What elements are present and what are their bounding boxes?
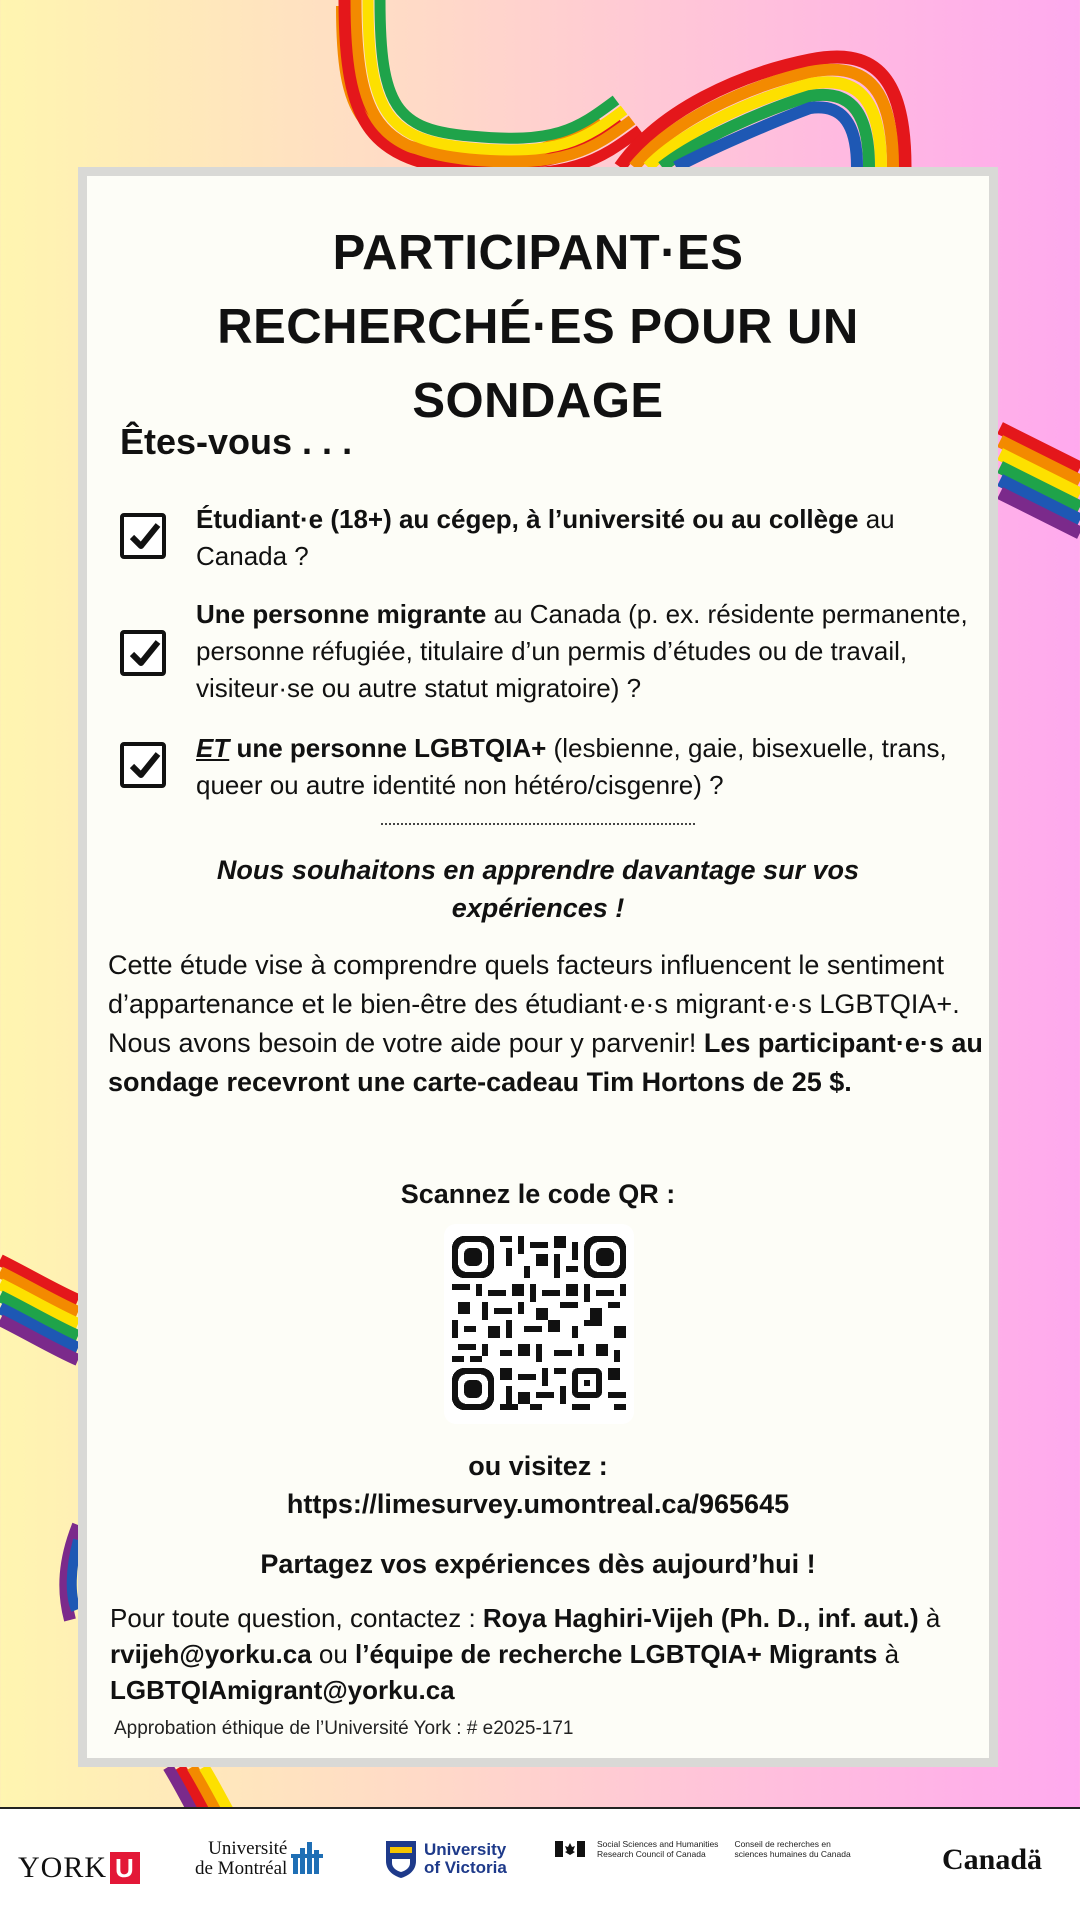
page-title (87, 216, 989, 438)
title-line: RECHERCHÉ·ES POUR UN (217, 300, 859, 354)
criterion-rest: (lesbienne, gaie, bisexuelle, trans, queer ou autre identité non hétéro/cisgenre) ? (196, 733, 947, 800)
uvic-logo-line: University (424, 1840, 507, 1859)
sshrc-french-line: sciences humaines du Canada (734, 1849, 851, 1859)
scan-label: Scannez le code QR : (400, 1179, 676, 1209)
sshrc-logo (555, 1839, 851, 1859)
flyer-card (78, 167, 998, 1767)
checkbox-checked-icon (120, 513, 166, 559)
york-university-logo (18, 1851, 140, 1885)
criterion-text (196, 501, 986, 575)
contact-text: Pour toute question, contactez : (110, 1603, 483, 1633)
criterion-bold: Une personne migrante (196, 599, 487, 629)
udem-logo-line: de Montréal (195, 1858, 288, 1879)
york-logo-text: YORK (18, 1851, 108, 1884)
criterion-et: ET (196, 733, 230, 763)
university-of-victoria-logo (384, 1839, 507, 1879)
criterion-bold: une personne LGBTQIA+ (229, 733, 547, 763)
wish-heading: Nous souhaitons en apprendre davantage sur vos expériences ! (216, 855, 860, 923)
criterion-text (196, 730, 986, 804)
contact-name: Roya Haghiri-Vijeh (Ph. D., inf. aut.) (482, 1603, 919, 1633)
canada-wordmark: Canadä (942, 1843, 1043, 1876)
title-line: PARTICIPANT·ES (332, 226, 744, 280)
checkbox-checked-icon (120, 630, 166, 676)
udem-logo-line: Université (208, 1838, 288, 1859)
uvic-crest-icon (384, 1839, 418, 1879)
criterion-bold: Étudiant·e (18+) au cégep, à l’université ou au collège (196, 504, 859, 534)
contact-email-link[interactable]: rvijeh@yorku.ca (110, 1639, 312, 1669)
qr-code-icon (452, 1236, 626, 1410)
ethics-approval: Approbation éthique de l’Université York : # e2025-171 (114, 1718, 574, 1739)
york-logo-u: U (110, 1852, 140, 1884)
dotted-divider (381, 823, 695, 825)
title-line: SONDAGE (412, 374, 664, 428)
visit-label: ou visitez : (468, 1451, 608, 1481)
sshrc-english-line: Social Sciences and Humanities (597, 1839, 719, 1849)
checkbox-checked-icon (120, 742, 166, 788)
canada-flag-icon (555, 1841, 585, 1857)
team-email-link[interactable]: LGBTQIAmigrant@yorku.ca (110, 1675, 455, 1705)
contact-text: à (918, 1603, 941, 1633)
survey-url-link[interactable]: https://limesurvey.umontreal.ca/965645 (286, 1489, 790, 1519)
contact-text: ou (311, 1639, 356, 1669)
criterion-text (196, 596, 986, 707)
description-text: Cette étude vise à comprendre quels facteurs influencent le sentiment d’appartenance et le bien-être des étudiant·e·s migrant·e·s LGBTQIA+. Nous avons besoin de votre aide pour y parvenir! (108, 950, 960, 1058)
contact-team: l’équipe de recherche LGBTQIA+ Migrants (355, 1639, 878, 1669)
sshrc-english-line: Research Council of Canada (597, 1849, 706, 1859)
universite-de-montreal-logo (195, 1839, 323, 1879)
gift-card-text: Les participant·e·s au sondage recevront une carte-cadeau Tim Hortons de 25 $. (108, 1028, 983, 1097)
visit-block (87, 1447, 989, 1523)
intro-question: Êtes-vous . . . (120, 421, 353, 462)
udem-emblem-icon (291, 1842, 323, 1876)
contact-text: à (877, 1639, 900, 1669)
uvic-logo-line: of Victoria (424, 1858, 507, 1877)
sshrc-french-line: Conseil de recherches en (734, 1839, 831, 1849)
qr-code[interactable] (444, 1224, 634, 1424)
contact-info (110, 1600, 970, 1708)
study-description (108, 946, 988, 1102)
criterion-rest: au Canada (p. ex. résidente permanente, personne réfugiée, titulaire d’un permis d’études ou de travail, visiteur·se ou autre statut migratoire) ? (196, 599, 968, 703)
sponsor-footer (0, 1807, 1080, 1922)
share-callout: Partagez vos expériences dès aujourd’hui ! (260, 1549, 816, 1579)
criterion-rest: au Canada ? (196, 504, 895, 571)
